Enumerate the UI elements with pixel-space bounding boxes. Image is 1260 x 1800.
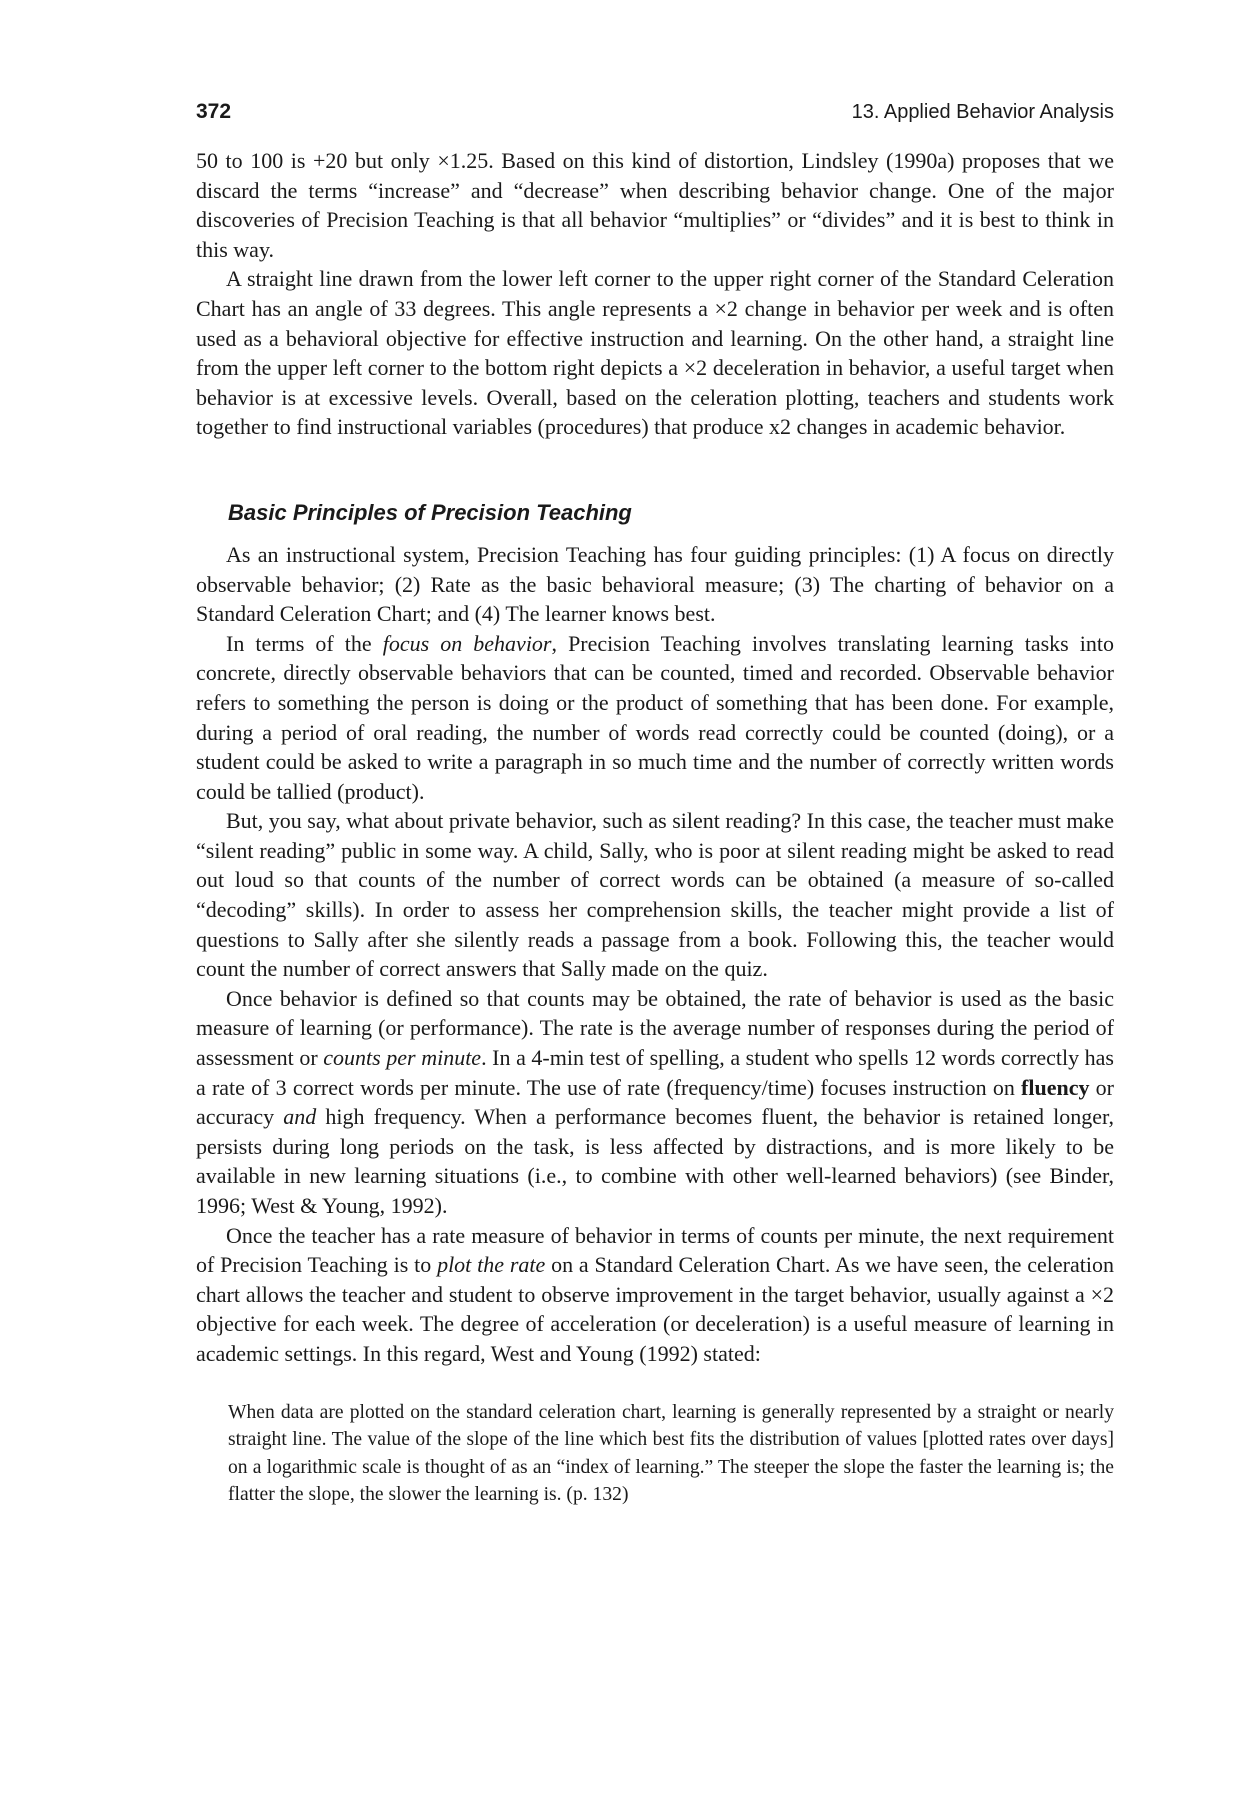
paragraph-rate (196, 984, 1114, 1221)
bold-fluency: fluency (1021, 1074, 1090, 1100)
paragraph-continued: 50 to 100 is +20 but only ×1.25. Based on this kind of distortion, Lindsley (1990a) proposes that we discard the terms “increase” and “decrease” when describing behavior change. One of the major discoveries of Precision Teaching is that all behavior “multiplies” or “divides” and it is best to think in this way. (196, 148, 1114, 262)
paragraph-principles: As an instructional system, Precision Teaching has four guiding principles: (1) A focus on directly observable behavior; (2) Rate as the basic behavioral measure; (3) The charting of behavior on a Standard Celeration Chart; and (4) The learner knows best. (196, 541, 1114, 627)
running-header (196, 100, 1114, 124)
paragraph-private-behavior: But, you say, what about private behavior, such as silent reading? In this case, the teacher must make “silent reading” public in some way. A child, Sally, who is poor at silent reading might be asked to read out loud so that counts of the number of correct words can be obtained (a measure of so-called “decoding” skills). In order to assess her comprehension skills, the teacher might provide a list of questions to Sally after she silently reads a passage from a book. Following this, the teacher would count the number of correct answers that Sally made on the quiz. (196, 808, 1114, 982)
page-number: 372 (196, 100, 232, 123)
text-run: or accuracy (196, 1074, 1115, 1130)
emphasis-plot-the-rate: plot the rate (437, 1252, 546, 1278)
emphasis-focus-on-behavior: focus on behavior (382, 630, 552, 656)
text-run: Once the teacher has a rate measure of behavior in terms of counts per minute, the next requirement of Precision Teaching is to (196, 1222, 1114, 1278)
block-quote: When data are plotted on the standard celeration chart, learning is generally represented by a straight or nearly straight line. The value of the slope of the line which best fits the distribution of values [plotted rates over days] on a logarithmic scale is thought of as an “index of learning.” The steeper the slope the faster the learning is; the flatter the slope, the slower the learning is. (p. 132) (228, 1401, 1114, 1506)
emphasis-and: and (283, 1104, 317, 1130)
text-run: Once behavior is defined so that counts may be obtained, the rate of behavior is used as the basic measure of learning (or performance). The rate is the average number of responses during the period of assessment or (196, 985, 1114, 1071)
document-page (196, 100, 1114, 1509)
section-heading: Basic Principles of Precision Teaching (228, 499, 632, 525)
text-run: on a Standard Celeration Chart. As we have seen, the celeration chart allows the teacher and student to observe improvement in the target behavior, usually against a ×2 objective for each week. The degree of acceleration (or deceleration) is a useful measure of learning in academic settings. In this regard, West and Young (1992) stated: (196, 1252, 1114, 1366)
body-text (196, 146, 1114, 1369)
paragraph-plot-the-rate (196, 1221, 1114, 1369)
text-run: , Precision Teaching involves translating learning tasks into concrete, directly observable behaviors that can be counted, timed and recorded. Observable behavior refers to something the person is doing or the product of something that has been done. For example, during a period of oral reading, the number of words read correctly could be counted (doing), or a student could be asked to write a paragraph in so much time and the number of correctly written words could be tallied (product). (196, 630, 1115, 804)
chapter-title: 13. Applied Behavior Analysis (851, 101, 1114, 123)
emphasis-counts-per-minute: counts per minute (323, 1045, 482, 1071)
text-run: In terms of the (226, 630, 383, 656)
paragraph-focus-on-behavior (196, 629, 1114, 807)
text-run: . In a 4-min test of spelling, a student who spells 12 words correctly has a rate of 3 correct words per minute. The use of rate (frequency/time) focuses instruction on (196, 1045, 1114, 1100)
paragraph-celeration-line: A straight line drawn from the lower left corner to the upper right corner of the Standard Celeration Chart has an angle of 33 degrees. This angle represents a ×2 change in behavior per week and is often used as a behavioral objective for effective instruction and learning. On the other hand, a straight line from the upper left corner to the bottom right depicts a ×2 deceleration in behavior, a useful target when behavior is at excessive levels. Overall, based on the celeration plotting, teachers and students work together to find instructional variables (procedures) that produce x2 changes in academic behavior. (196, 266, 1114, 440)
text-run: high frequency. When a performance becomes fluent, the behavior is retained longer, persists during long periods on the task, is less affected by distractions, and is more likely to be available in new learning situations (i.e., to combine with other well-learned behaviors) (see Binder, 1996; West & Young, 1992). (196, 1104, 1114, 1218)
